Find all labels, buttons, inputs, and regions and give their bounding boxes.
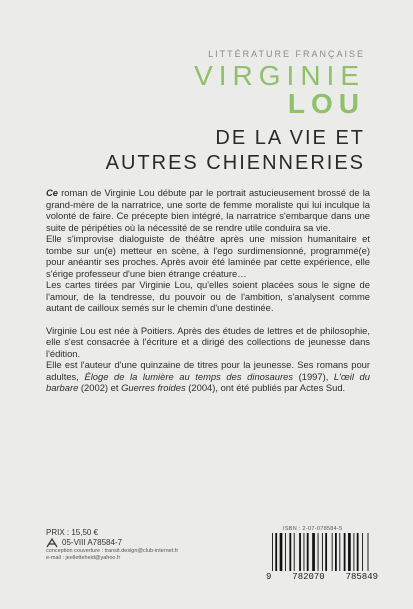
blurb-text xyxy=(46,187,370,394)
barcode-bar xyxy=(322,533,323,571)
barcode-bar xyxy=(294,533,295,571)
barcode-right-group: 785849 xyxy=(345,572,378,582)
work-title-3: Guerres froides xyxy=(121,382,186,393)
barcode-bar xyxy=(353,533,354,571)
blurb-paragraph-1 xyxy=(46,187,370,233)
bio-paragraph-1: Virginie Lou est née à Poitiers. Après des études de lettres et de philosophie, elle s'est consacrée à l'écriture et a dirigé des collections de jeunesse dans l'édition. xyxy=(46,324,370,359)
barcode-bar xyxy=(348,533,351,571)
price-block xyxy=(46,528,178,562)
bio-paragraph-2 xyxy=(46,359,370,394)
barcode-bar xyxy=(304,533,305,571)
author-first-name: VIRGINIE xyxy=(194,60,365,91)
paragraph-gap xyxy=(46,314,370,325)
book-title-line-1: DE LA VIE ET xyxy=(215,127,365,149)
barcode-bar xyxy=(368,533,369,571)
bio-text-a: Elle est l'auteur d'une quinzaine de titres pour la jeunesse. Ses romans pour adultes, xyxy=(46,359,370,382)
barcode-bar xyxy=(285,533,286,571)
barcode-left-group: 782070 xyxy=(292,572,325,582)
barcode-bar xyxy=(318,533,319,571)
barcode-bar xyxy=(339,533,340,571)
barcode-bar xyxy=(312,533,315,571)
publisher-logo-icon xyxy=(46,538,58,548)
blurb-paragraph-1-text: roman de Virginie Lou débute par le portrait astucieusement brossé de la grand-mère de la narratrice, une sorte de femme moraliste qui lui inculque la volonté de faire. Ce précepte bien intégré, la narratrice s'embarque dans une suite de péripéties où la nécessité de se rendre utile conduira sa vie. xyxy=(46,187,370,233)
bio-text-b: (1997), xyxy=(293,370,334,382)
isbn-label: ISBN : 2-07-078584-5 xyxy=(283,526,343,532)
collection-label: LITTÉRATURE FRANÇAISE xyxy=(208,49,365,59)
barcode-bar xyxy=(280,533,283,571)
work-title-2: L'œil du barbare xyxy=(46,370,370,393)
barcode-bar xyxy=(289,533,291,571)
barcode-bar xyxy=(275,533,277,571)
product-code: 05-VIII A78584-7 xyxy=(62,538,123,547)
barcode-bar xyxy=(357,533,359,571)
barcode-bar xyxy=(325,533,327,571)
bio-text-c: (2002) et xyxy=(78,382,122,393)
blurb-lead-word: Ce xyxy=(46,187,58,198)
barcode-bar xyxy=(362,533,363,571)
barcode-bar xyxy=(335,533,337,571)
email-credit: e-mail : jeelletteheid@yahoo.fr xyxy=(46,555,121,561)
barcode-bar xyxy=(344,533,346,571)
blurb-paragraph-2: Elle s'improvise dialoguiste de théâtre après une mission humanitaire et tombe sur un(e) metteur en scène, à l'ego surdimensionné, programmé(e) pour anéantir ses proches. Après avoir été laminée par cette expérience, elle s'érige professeur d'une bien étrange créature… xyxy=(46,233,370,279)
author-last-name: LOU xyxy=(287,88,365,119)
barcode-bar xyxy=(272,533,273,571)
price-label: PRIX : 15,50 € xyxy=(46,528,99,537)
cover-credit: conception couverture : transit.design@club-internet.fr xyxy=(46,548,179,554)
code-line xyxy=(46,538,178,548)
barcode-bar xyxy=(307,533,309,571)
work-title-1: Éloge de la lumière au temps des dinosaures xyxy=(84,370,294,382)
bio-text-d: (2004), ont été publiés par Actes Sud. xyxy=(185,382,346,393)
barcode-bar xyxy=(299,533,301,571)
barcode-icon xyxy=(266,533,378,571)
blurb-paragraph-3: Les cartes tirées par Virginie Lou, qu'elles soient placées sous le signe de l'amour, de la tendresse, du pouvoir ou de l'ambition, s'analysent comme autant de cailloux semés sur le chemin d'une destinée. xyxy=(46,279,370,313)
barcode-bar xyxy=(332,533,333,571)
book-title-line-2: AUTRES CHIENNERIES xyxy=(105,152,365,174)
barcode-digits xyxy=(266,572,378,582)
barcode-first-digit: 9 xyxy=(266,572,272,582)
